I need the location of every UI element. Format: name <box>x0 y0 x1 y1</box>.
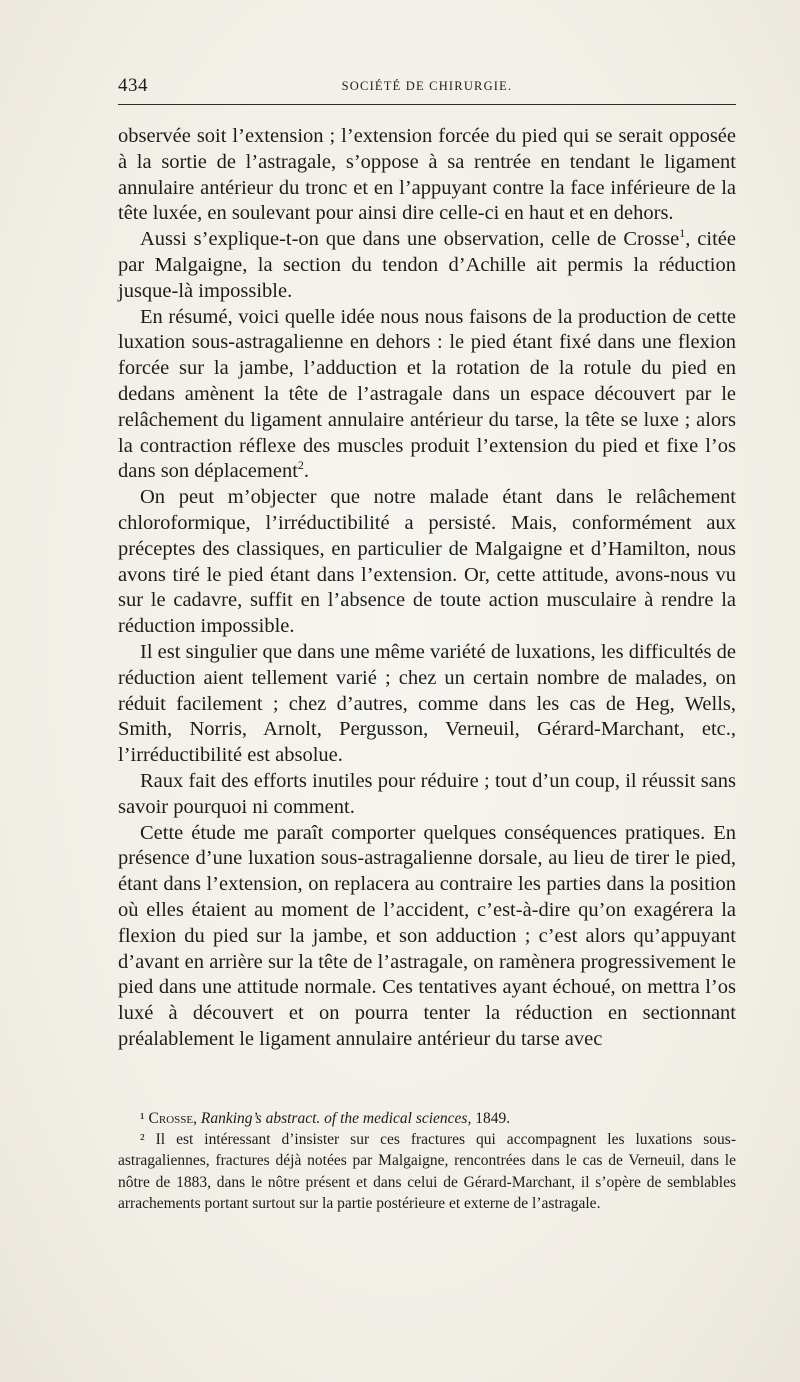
paragraph-7-text: Cette étude me paraît comporter quelques conséquences pratiques. En présence d’une luxation sous-astragalienne dorsale, au lieu de tirer le pied, étant dans l’extension, on replacera au contraire les parties dans la position où elles étaient au moment de l’accident, c’est-à-dire qu’on exagérera la flexion du pied sur la jambe, et son adduction ; c’est alors qu’appuyant d’avant en arrière sur la tête de l’astragale, on ramènera progressivement le pied dans une attitude normale. Ces tentatives ayant échoué, on mettra l’os luxé à découvert et on pourra tenter la réduction en sectionnant préalablement le ligament annulaire antérieur du tarse avec <box>118 821 736 1050</box>
paragraph-6 <box>118 769 736 821</box>
header-rule <box>118 104 736 105</box>
paragraph-3 <box>118 305 736 486</box>
paragraph-6-text: Raux fait des efforts inutiles pour réduire ; tout d’un coup, il réussit sans savoir pourquoi ni comment. <box>118 769 736 818</box>
page-header <box>118 75 736 99</box>
footnote-1-marker: ¹ <box>140 1110 145 1127</box>
paragraph-4 <box>118 485 736 640</box>
paragraph-2 <box>118 227 736 304</box>
footnotes <box>118 1108 736 1214</box>
page-number: 434 <box>118 75 148 96</box>
footnote-2 <box>118 1129 736 1214</box>
footnote-2-text: Il est intéressant d’insister sur ces fractures qui accompagnent les luxations sous-astragaliennes, fractures déjà notées par Malgaigne, rencontrées dans le cas de Verneuil, dans le nôtre de 1883, dans le nôtre présent et dans celui de Gérard-Marchant, il s’opère de semblables arrachements portant surtout sur la partie postérieure et externe de l’astragale. <box>118 1131 737 1212</box>
paragraph-3-text-after: . <box>303 460 310 483</box>
paragraph-7 <box>118 821 736 1053</box>
paragraph-2-text-before: Aussi s’explique-t-on que dans une observation, celle de Crosse <box>140 228 680 251</box>
running-head: SOCIÉTÉ DE CHIRURGIE. <box>341 79 513 93</box>
paragraph-1-text: observée soit l’extension ; l’extension forcée du pied qui se serait opposée à la sortie de l’astragale, s’oppose à sa rentrée en tendant le ligament annulaire antérieur du tronc et en l’appuyant contre la face inférieure de la tête luxée, en soulevant pour ainsi dire celle-ci en haut et en dehors. <box>118 125 736 225</box>
paragraph-5 <box>118 640 736 769</box>
paragraph-1 <box>118 124 736 227</box>
footnote-1 <box>118 1108 736 1129</box>
footnote-1-author: Crosse, <box>148 1110 197 1127</box>
paragraph-3-text-before: En résumé, voici quelle idée nous nous faisons de la production de cette luxation sous-astragalienne en dehors : le pied étant fixé dans une flexion forcée sur la jambe, l’adduction et la rotation de la rotule du pied en dedans amènent la tête de l’astragale dans un espace découvert par le relâchement du ligament annulaire antérieur du tarse, la tête se luxe ; alors la contraction réflexe des muscles produit l’extension du pied et fixe l’os dans son déplacement <box>118 305 736 483</box>
footnote-2-marker: ² <box>140 1131 145 1149</box>
paragraph-2-text-after: , citée par Malgaigne, la section du tendon d’Achille ait permis la réduction jusque-là impossible. <box>118 228 736 302</box>
body-text <box>118 124 736 1053</box>
footnote-ref-2: 2 <box>297 458 304 473</box>
paragraph-5-text: Il est singulier que dans une même variété de luxations, les difficultés de réduction aient tellement varié ; chez un certain nombre de malades, on réduit facilement ; chez d’autres, comme dans les cas de Heg, Wells, Smith, Norris, Arnolt, Pergusson, Verneuil, Gérard-Marchant, etc., l’irréductibilité est absolue. <box>118 640 736 767</box>
footnote-ref-1: 1 <box>679 226 686 241</box>
paragraph-4-text: On peut m’objecter que notre malade étant dans le relâchement chloroformique, l’irréductibilité a persisté. Mais, conformément aux préceptes des classiques, en particulier de Malgaigne et d’Hamilton, nous avons tiré le pied étant dans l’extension. Or, cette attitude, avons-nous vu sur le cadavre, suffit en l’absence de toute action musculaire à rendre la réduction impossible. <box>118 486 736 638</box>
footnote-1-year: 1849. <box>475 1110 511 1127</box>
footnote-1-title: Ranking’s abstract. of the medical sciences, <box>200 1110 472 1127</box>
